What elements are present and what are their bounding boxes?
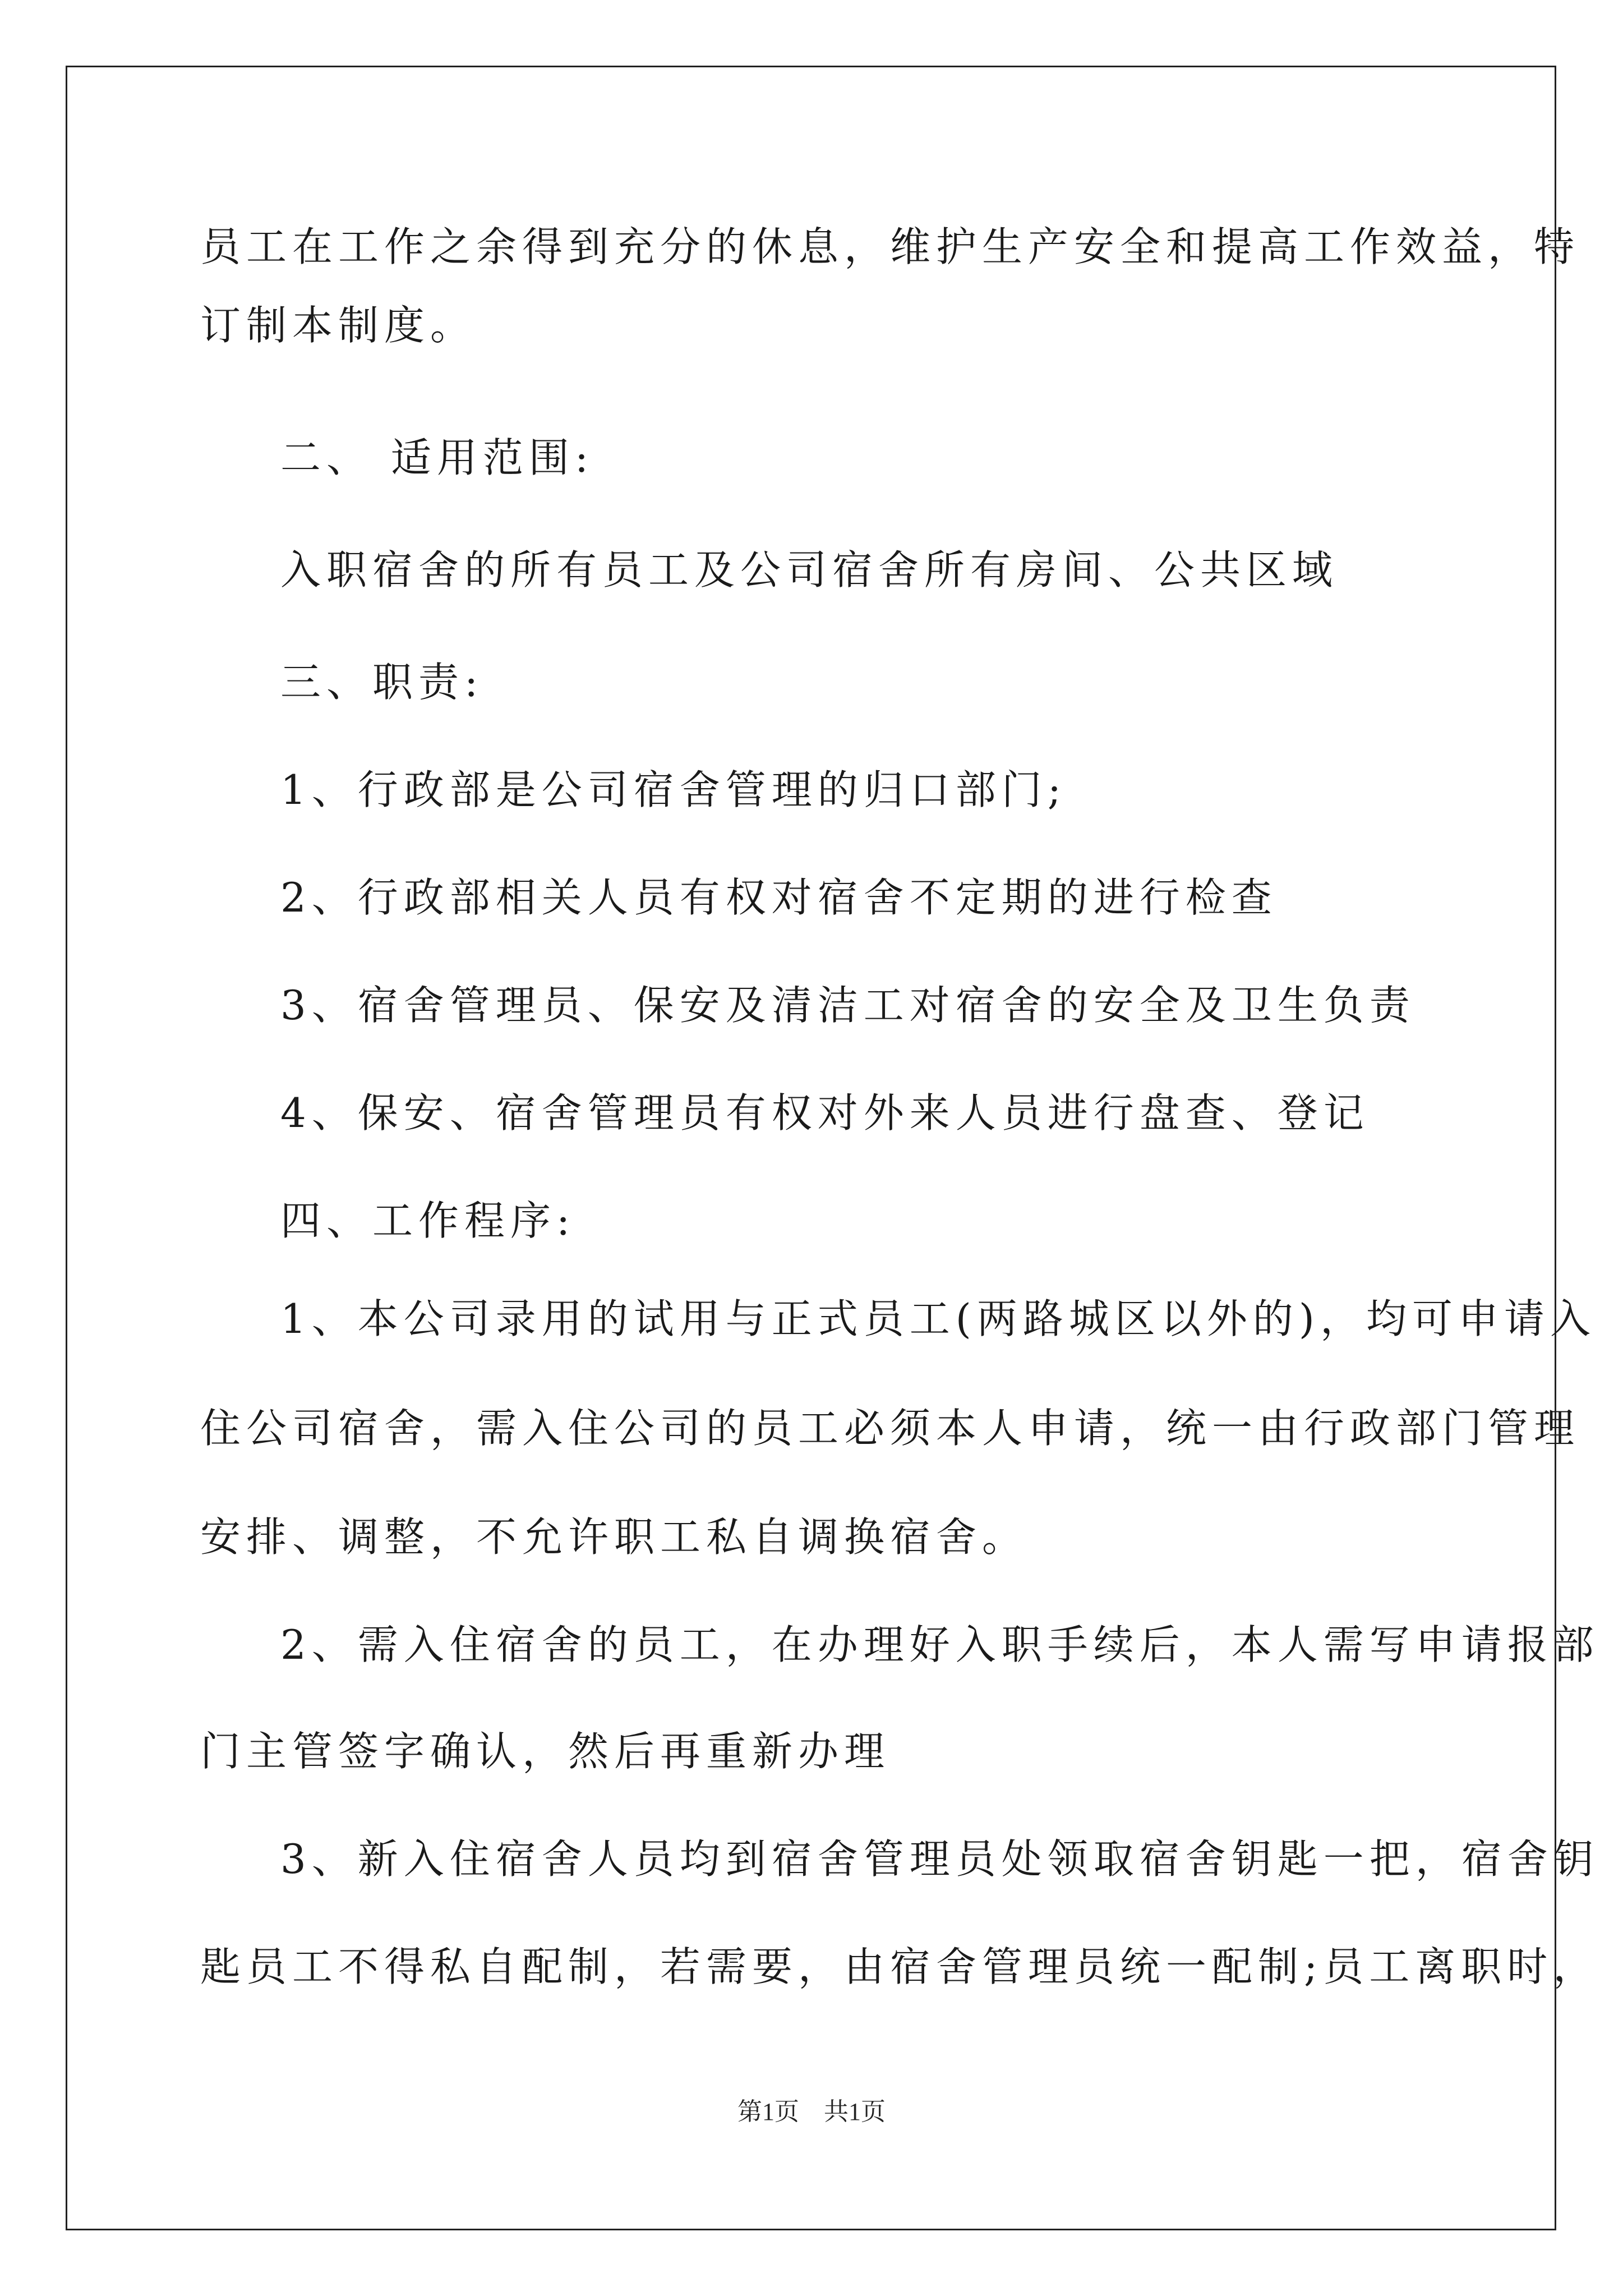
section-heading: 二、 适用范围: [280,434,594,481]
paragraph-line: 安排、调整，不允许职工私自调换宿舍。 [200,1513,1029,1561]
list-item: 2、行政部相关人员有权对宿舍不定期的进行检查 [280,874,1278,921]
page-count: 共1页 [824,2098,886,2125]
page-footer [0,2091,1623,2127]
section-heading: 三、职责: [280,659,484,706]
list-item: 3、宿舍管理员、保安及清洁工对宿舍的安全及卫生负责 [280,982,1415,1029]
list-item: 3、新入住宿舍人员均到宿舍管理员处领取宿舍钥匙一把，宿舍钥 [280,1835,1599,1883]
list-item: 4、保安、宿舍管理员有权对外来人员进行盘查、登记 [280,1089,1370,1137]
page-border [66,66,1556,2230]
list-item: 1、本公司录用的试用与正式员工(两路城区以外的)，均可申请入 [280,1295,1596,1342]
section-heading: 四、工作程序: [280,1197,576,1244]
paragraph-line: 门主管签字确认，然后再重新办理 [200,1728,891,1775]
paragraph-line: 员工在工作之余得到充分的休息，维护生产安全和提高工作效益，特 [200,223,1580,270]
paragraph-line: 入职宿舍的所有员工及公司宿舍所有房间、公共区域 [280,546,1339,593]
paragraph-line: 住公司宿舍，需入住公司的员工必须本人申请，统一由行政部门管理 [200,1405,1580,1452]
list-item: 2、需入住宿舍的员工，在办理好入职手续后，本人需写申请报部 [280,1621,1599,1668]
paragraph-line: 订制本制度。 [200,302,477,349]
list-item: 1、行政部是公司宿舍管理的归口部门; [280,766,1067,813]
paragraph-line: 匙员工不得私自配制，若需要，由宿舍管理员统一配制;员工离职时， [200,1943,1599,1990]
page-number: 第1页 [737,2098,799,2125]
